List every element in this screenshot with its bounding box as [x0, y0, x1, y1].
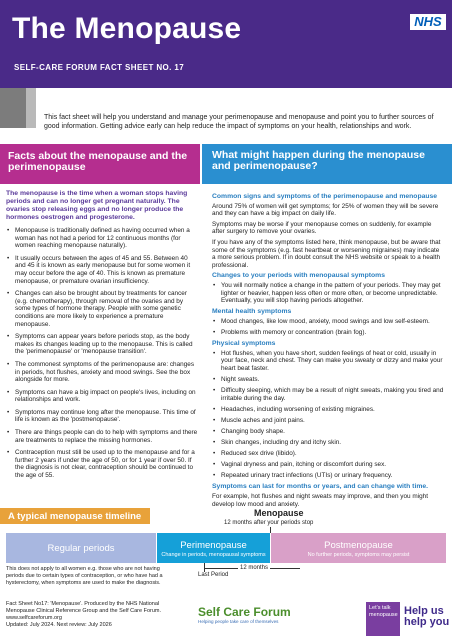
list-item: • Night sweats. [212, 376, 444, 384]
list-item: • Symptoms can appear years before periods stop, as the body makes its changes leading up to the menopause. This is called the 'perimenopause' or 'menopause transition'. [6, 333, 199, 356]
timeline-regular-periods [6, 533, 156, 563]
list-item: • Skin changes, including dry and itchy skin. [212, 439, 444, 447]
grey-decor-block-light [26, 88, 36, 128]
twelve-month-label: 12 months [240, 565, 269, 571]
list-item: • You will normally notice a change in the pattern of your periods. They may get lighter or heavier, happen less often or more often, or become unpredictable. Eventually, you will stop having periods altogether. [212, 282, 444, 305]
list-item: • Headaches, including worsening of existing migraines. [212, 406, 444, 414]
timeline-note: This does not apply to all women e.g. those who are not having periods due to certain types of contraception, or who have had a hysterectomy, when symptoms are used to make the diagnosis. [6, 566, 163, 586]
facts-lead: The menopause is the time when a woman stops having periods and can no longer get pregnant naturally. The ovaries stop releasing eggs and no longer produce the hormones oestrogen and progesterone. [6, 190, 188, 221]
timeline-stage-title: Regular periods [47, 543, 115, 554]
right-column-heading: What might happen during the menopause and perimenopause? [202, 144, 452, 184]
section-heading: Symptoms can last for months or years, and can change with time. [212, 483, 429, 491]
footer-line: Fact Sheet No17: 'Menopause'. Produced by the NHS National Menopause Clinical Reference Group and the Self Care Forum. www.selfcareforum.org [6, 601, 161, 621]
nhs-logo: NHS [410, 14, 446, 30]
lets-talk-menopause-logo: Let's talk menopause [366, 602, 400, 636]
list-item: • There are things people can do to help with symptoms and there are treatments to replace the missing hormones. [6, 429, 199, 444]
period-changes-list [212, 282, 444, 305]
timeline-stage-title: Postmenopause [324, 540, 393, 551]
paragraph: For example, hot flushes and night sweats may improve, and then you might develop low mood and anxiety. [212, 492, 428, 508]
footer-line: Updated: July 2024. Next review: July 2026 [6, 622, 112, 628]
paragraph: Symptoms may be worse if your menopause comes on suddenly, for example after surgery to remove your ovaries. [212, 220, 432, 236]
list-item: • Hot flushes, when you have short, sudden feelings of heat or cold, usually in your face, neck and chest. They can make you sweaty or dizzy and make your heart beat faster. [212, 350, 444, 373]
section-heading: Common signs and symptoms of the perimenopause and menopause [212, 193, 438, 200]
list-item: • Repeated urinary tract infections (UTIs) or urinary frequency. [212, 472, 444, 480]
list-item: • Symptoms may continue long after the menopause. This time of life is known as the 'postmenopause'. [6, 409, 199, 424]
list-item: • It usually occurs between the ages of 45 and 55. Between 40 and 45 it is known as early menopause but for some women it may occur before the age of 40. This is known as premature menopause, or premature ovarian insufficiency. [6, 255, 199, 285]
timeline-postmenopause [271, 533, 446, 563]
list-item: • Reduced sex drive (libido). [212, 450, 444, 458]
timeline-perimenopause [157, 533, 270, 563]
list-item: • Vaginal dryness and pain, itching or discomfort during sex. [212, 461, 444, 469]
fact-sheet-number: SELF-CARE FORUM FACT SHEET NO. 17 [14, 63, 185, 72]
section-heading: Changes to your periods with menopausal symptoms [212, 272, 385, 280]
timeline-stage-title: Perimenopause [180, 540, 247, 551]
facts-column [6, 190, 199, 485]
section-heading: Physical symptoms [212, 340, 276, 347]
help-us-help-you-logo: Help us help you [404, 605, 450, 628]
header-banner [0, 0, 452, 88]
last-period-label: Last Period [198, 572, 229, 578]
list-item: • Changing body shape. [212, 428, 444, 436]
timeline-stage-sub: Change in periods, menopausal symptoms [161, 552, 266, 558]
list-item: • Problems with memory or concentration (brain fog). [212, 329, 444, 337]
mental-health-list [212, 318, 444, 337]
list-item: • Mood changes, like low mood, anxiety, mood swings and low self-esteem. [212, 318, 444, 326]
section-heading: Mental health symptoms [212, 308, 292, 316]
list-item: • Symptoms can have a big impact on people's lives, including on relationships and work. [6, 389, 199, 404]
list-item: • Contraception must still be used up to the menopause and for a further 2 years if under the age of 50, or for 1 year if over 50. If the diagnosis is not clear, contraception should be continued to the age of 55. [6, 449, 199, 479]
timeline-heading: A typical menopause timeline [0, 508, 150, 524]
timeline-stage-sub: No further periods, symptoms may persist [307, 552, 410, 558]
list-item: • Muscle aches and joint pains. [212, 417, 444, 425]
facts-list [6, 227, 199, 480]
page-title: The Menopause [12, 12, 242, 45]
list-item: • Changes can also be brought about by treatments for cancer (e.g. chemotherapy), through removal of the ovaries and by some types of hormone therapy. People with some genetic conditions are more likely to experience a premature menopause. [6, 290, 199, 328]
left-column-heading: Facts about the menopause and the perimenopause [0, 144, 200, 184]
list-item: • Menopause is traditionally defined as having occurred when a woman has not had a period for 12 continuous months (for women reaching menopause naturally). [6, 227, 199, 250]
physical-symptoms-list [212, 350, 444, 480]
paragraph: If you have any of the symptoms listed here, think menopause, but be aware that some of the symptoms (e.g. fast heartbeat or worsening migraines) may indicate a more serious problem. If in doubt consult the NHS website or speak to a health professional. [212, 238, 441, 269]
timeline-menopause-label: Menopause [254, 508, 304, 518]
paragraph: Around 75% of women will get symptoms; for 25% of women they will be severe and they can have a big impact on daily life. [212, 202, 439, 218]
symptoms-column [212, 190, 444, 511]
list-item: • Difficulty sleeping, which may be a result of night sweats, making you tired and irritable during the day. [212, 387, 444, 402]
list-item: • The commonest symptoms of the perimenopause are: changes in periods, hot flushes, anxiety and mood swings. See the box alongside for more. [6, 361, 199, 384]
timeline-menopause-sub: 12 months after your periods stop [224, 520, 314, 526]
self-care-forum-logo [198, 605, 291, 624]
footer-credits [6, 601, 186, 629]
logo-tagline: Helping people take care of themselves [198, 619, 279, 624]
grey-decor-block [0, 88, 26, 128]
intro-paragraph: This fact sheet will help you understand and manage your perimenopause and menopause and point you to further sources of good information. Getting advice early can help reduce the impact of symptoms on your health, relationships and work. [44, 114, 434, 130]
logo-name: Self Care Forum [198, 605, 291, 619]
